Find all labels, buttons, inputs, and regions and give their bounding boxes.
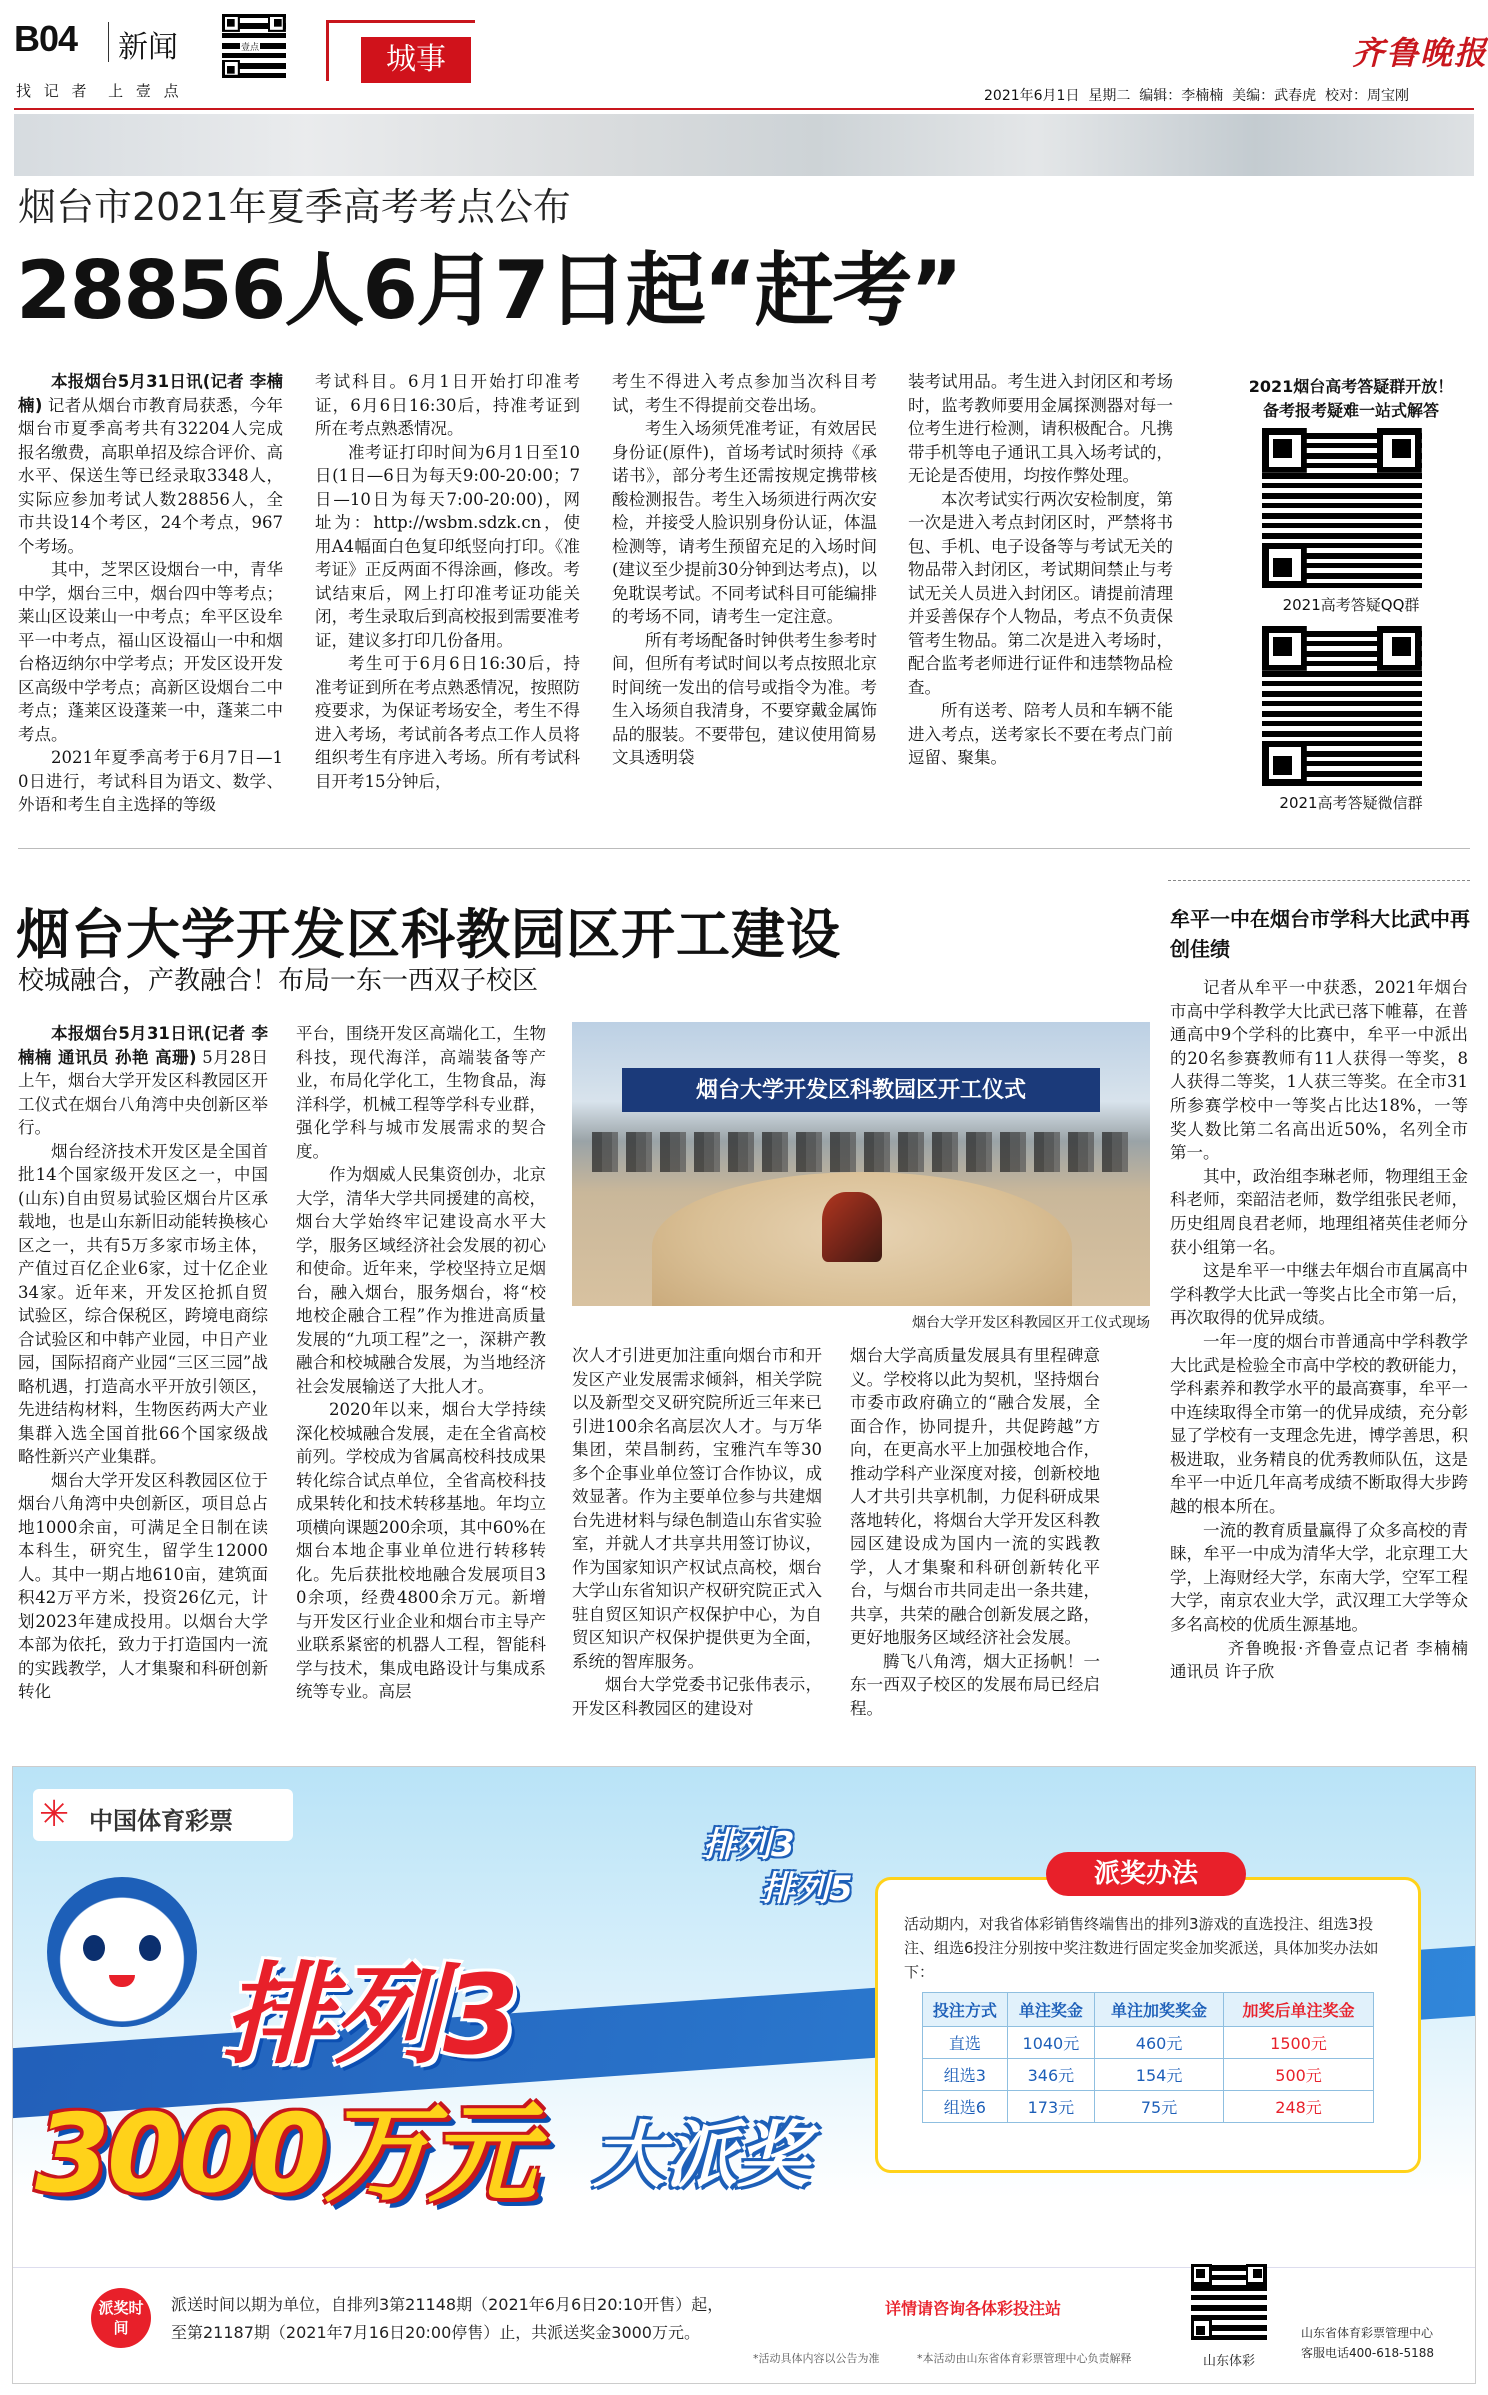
article1-column-1: 本报烟台5月31日讯(记者 李楠楠) 记者从烟台市教育局获悉，今年烟台市夏季高考共有32204人完成报名缴费，高职单招及综合评价、高水平、保送生等已经录取3348人，实际应参加考试人数28856人，全市共设14个考区，24个考点，967个考场。 其中，芝罘区设烟台一中，青华中学，烟台三中，烟台四中等考点；莱山区设莱山一中考点；牟平区设牟平一中考点，福山区设福山一中和烟台格迈纳尔中学考点；开发区设开发区高级中学考点；高新区设烟台二中考点；蓬莱区设蓬莱一中，蓬莱二中考点。 2021年夏季高考于6月7日—10日进行，考试科目为语文、数学、外语和考生自主选择的等级 [18, 372, 283, 814]
ceremony-banner: 烟台大学开发区科教园区开工仪式 [622, 1068, 1100, 1112]
table-row: 组选3 346元 154元 500元 [923, 2059, 1374, 2091]
article2-column-3: 次人才引进更加注重向烟台市和开发区产业发展需求倾斜，相关学院以及新型交叉研究院所近三年来已引进100余名高层次人才。与万华集团，荣昌制药，宝雅汽车等30多个企事业单位签订合作协议，成效显著。作为主要单位参与共建烟台先进材料与绿色制造山东省实验室，并就人才共享共用签订协议，作为国家知识产权试点高校，烟台大学山东省知识产权研究院正式入驻自贸区知识产权保护中心，为自贸区知识产权保护提供更为全面，系统的智库服务。 烟台大学党委书记张伟表示，开发区科教园区的建设对 [572, 1346, 822, 1718]
prize-method-title: 派奖办法 [1046, 1852, 1246, 1896]
masthead-logo: 齐鲁晚报 [1352, 34, 1488, 72]
photo-caption: 烟台大学开发区科教园区开工仪式现场 [912, 1315, 1150, 1331]
wechat-group-qr-label: 2021高考答疑微信群 [1279, 794, 1423, 812]
section-tab[interactable] [326, 20, 475, 81]
wechat-group-qr-code[interactable] [1262, 626, 1422, 786]
article3-title: 牟平一中在烟台市学科大比武中再创佳绩 [1170, 907, 1470, 961]
foundation-stone [822, 1192, 882, 1262]
prize-time-text-2: 至第21187期（2021年7月16日20:00停售）止，共派送奖金3000万元。 [171, 2323, 700, 2342]
article3-byline: 齐鲁晚报·齐鲁壹点记者 李楠楠 通讯员 许子欣 [1170, 1638, 1468, 1682]
qq-group-qr-code[interactable] [1262, 428, 1422, 588]
article2-headline: 烟台大学开发区科教园区开工建设 [16, 903, 841, 966]
lottery-ad[interactable] [12, 1766, 1476, 2384]
ad-badge-2: 排列5 [761, 1869, 853, 1909]
prize-table [922, 1992, 1374, 2123]
ad-qr-label: 山东体彩 [1202, 2354, 1255, 2369]
ceremony-photo [572, 1022, 1150, 1306]
prize-method-panel [875, 1859, 1421, 2173]
page-code: B04 [14, 18, 78, 59]
ad-bottom-bar [13, 2267, 1475, 2384]
article1-headline: 28856人6月7日起“赶考” [16, 244, 961, 337]
qq-group-qr-label: 2021高考答疑QQ群 [1282, 596, 1420, 614]
section-tab-label: 城事 [361, 37, 471, 83]
sidebar-qr-title-1: 2021烟台高考答疑群开放！ [1248, 377, 1454, 396]
ad-badge-1: 排列3 [703, 1825, 795, 1865]
prize-method-text: 活动期内，对我省体彩销售终端售出的排列3游戏的直选投注、组选3投注、组选6投注分别按中奖注数进行固定奖金加奖派送，具体加奖办法如下： [904, 1915, 1379, 1981]
header-info: 2021年6月1日 星期二 编辑：李楠楠 美编：武春虎 校对：周宝刚 [984, 88, 1410, 104]
ad-brand-name: 中国体育彩票 [89, 1807, 233, 1835]
ad-note-1: *活动具体内容以公告为准 [753, 2352, 880, 2365]
prize-table-header: 单注奖金 [1007, 1993, 1094, 2027]
section-name: 新闻 [118, 30, 178, 65]
article3-body: 记者从牟平一中获悉，2021年烟台市高中学科教学大比武已落下帷幕，在普通高中9个学科的比赛中，牟平一中派出的20名参赛教师有11人获得一等奖，8人获得二等奖，1人获三等奖。在全市31所参赛学校中一等奖占比达18%，一等奖人数比第二名高出近50%，名列全市第一。 其中，政治组李琳老师，物理组王金科老师，栾韶洁老师，数学组张民老师，历史组周良君老师，地理组褚英佳老师分获小组第一名。 这是牟平一中继去年烟台市直属高中学科教学大比武一等奖占比全市第一后，再次取得的优异成绩。 一年一度的烟台市普通高中学科教学大比武是检验全市高中学校的教研能力，学科素养和教学水平的最高赛事，牟平一中连续取得全市第一的优异成绩，充分彰显了学校有一支理念先进，博学善思，积极进取，业务精良的优秀教师队伍，这是牟平一中近几年高考成绩不断取得大步跨越的根本所在。 一流的教育质量赢得了众多高校的青睐，牟平一中成为清华大学，北京理工大学，上海财经大学，东南大学，空军工程大学，南京农业大学，武汉理工大学等众多名高校的优质生源基地。 齐鲁晚报·齐鲁壹点记者 李楠楠 通讯员 许子欣 [1170, 976, 1468, 1684]
article2-column-4: 烟台大学高质量发展具有里程碑意义。学校将以此为契机，坚持烟台市委市政府确立的“融合发展，全面合作，协同提升，共促跨越”方向，在更高水平上加强校地合作，推动学科产业深度对接，创新校地人才共引共享机制，力促科研成果落地转化，将烟台大学开发区科教园区建设成为国内一流的实践教学，人才集聚和科研创新转化平台，与烟台市共同走出一条共建，共享，共荣的融合创新发展之路，更好地服务区域经济社会发展。 腾飞八角湾，烟大正扬帆！一东一西双子校区的发展布局已经启程。 [850, 1346, 1100, 1718]
article1-lead: 本报烟台5月31日讯(记者 李楠楠) [18, 372, 283, 415]
prize-table-header: 单注加奖奖金 [1095, 1993, 1224, 2027]
panda-mascot [47, 1877, 197, 2027]
ad-qr-code[interactable] [1191, 2264, 1267, 2340]
prize-table-header: 加奖后单注奖金 [1224, 1993, 1374, 2027]
header-slogan: 找 记 者 上 壹 点 [16, 82, 183, 100]
prize-time-label: 派奖时间 [91, 2288, 151, 2348]
ad-brand-logo [33, 1789, 293, 1841]
header-qr-label: 壹点 [240, 40, 260, 53]
article1-kicker: 烟台市2021年夏季高考考点公布 [18, 185, 571, 229]
ad-big-prize: 大派奖 [593, 2113, 810, 2197]
table-row: 直选 1040元 460元 1500元 [923, 2027, 1374, 2059]
article1-column-2: 考试科目。6月1日开始打印准考证，6月6日16:30后，持准考证到所在考点熟悉情况。 准考证打印时间为6月1日至10日(1日—6日为每天9:00-20:00；7日—10日为每天7:00-20:00)，网址为：http://wsbm.sdzk.cn，使用A4幅面白色复印纸竖向打印。《准考证》正反两面不得涂画，修改。考试结束后，网上打印准考证功能关闭，考生录取后到高校报到需要准考证，建议多打印几份备用。 考生可于6月6日16:30后，持准考证到所在考点熟悉情况，按照防疫要求，为保证考场安全，考生不得进入考场，考试前各考点工作人员将组织考生有序进入考场。所有考试科目开考15分钟后， [315, 372, 580, 791]
header-photo-strip [14, 114, 1474, 176]
lottery-center-phone: 客服电话400-618-5188 [1301, 2346, 1435, 2360]
prize-time-text-1: 派送时间以期为单位，自排列3第21148期（2021年6月6日20:10开售）起， [171, 2295, 724, 2314]
consult-text: 详情请咨询各体彩投注站 [885, 2299, 1062, 2318]
prize-table-header: 投注方式 [923, 1993, 1008, 2027]
article2-lead: 本报烟台5月31日讯(记者 李楠楠 通讯员 孙艳 高珊) [18, 1024, 268, 1067]
table-row: 组选6 173元 75元 248元 [923, 2091, 1374, 2123]
article2-column-1: 本报烟台5月31日讯(记者 李楠楠 通讯员 孙艳 高珊) 5月28日上午，烟台大学开发区科教园区开工仪式在烟台八角湾中央创新区举行。 烟台经济技术开发区是全国首批14个国家级开发区之一，中国(山东)自由贸易试验区烟台片区承载地，也是山东新旧动能转换核心区之一，共有5万多家市场主体，产值过百亿企业6家，过十亿企业34家。近年来，开发区抢抓自贸试验区，综合保税区，跨境电商综合试验区和中韩产业园，中日产业园，国际招商产业园“三区三园”战略机遇，打造高水平开放引领区，先进结构材料，生物医药两大产业集群入选全国首批66个国家级战略性新兴产业集群。 烟台大学开发区科教园区位于烟台八角湾中央创新区，项目总占地1000余亩，可满足全日制在读本科生，研究生，留学生12000人。其中一期占地610亩，建筑面积42万平方米，投资26亿元，计划2023年建成投用。以烟台大学本部为依托，致力于打造国内一流的实践教学，人才集聚和科研创新转化 [18, 1024, 268, 1701]
lottery-center-name: 山东省体育彩票管理中心 [1301, 2326, 1434, 2340]
ad-note-2: *本活动由山东省体育彩票管理中心负责解释 [917, 2352, 1132, 2365]
lottery-star-icon: ✳ [39, 1794, 70, 1835]
ad-big-title: 排列3 [223, 1951, 520, 2079]
sidebar-qr-title-2: 备考报考疑难一站式解答 [1262, 401, 1439, 420]
article2-subhead: 校城融合，产教融合！布局一东一西双子校区 [18, 966, 539, 996]
article2-column-2: 平台，围绕开发区高端化工，生物科技，现代海洋，高端装备等产业，布局化学化工，生物食品，海洋科学，机械工程等学科专业群，强化学科与城市发展需求的契合度。 作为烟威人民集资创办，北京大学，清华大学共同援建的高校，烟台大学始终牢记建设高水平大学，服务区域经济社会发展的初心和使命。近年来，学校坚持立足烟台，融入烟台，服务烟台，将“校地校企融合工程”作为推进高质量发展的“九项工程”之一，深耕产教融合和校城融合发展，为当地经济社会发展输送了大批人才。 2020年以来，烟台大学持续深化校城融合发展，走在全省高校前列。学校成为省属高校科技成果转化综合试点单位，全省高校科技成果转化和技术转移基地。年均立项横向课题200余项，其中60%在烟台本地企事业单位进行转移转化。先后获批校地融合发展项目30余项，经费4800余万元。新增与开发区行业企业和烟台市主导产业联系紧密的机器人工程，智能科学与技术，集成电路设计与集成系统等专业。高层 [296, 1024, 546, 1701]
ad-big-amount: 3000万元 [35, 2092, 534, 2217]
article1-column-4: 装考试用品。考生进入封闭区和考场时，监考教师要用金属探测器对每一位考生进行检测，请积极配合。凡携带手机等电子通讯工具入场考试的，无论是否使用，均按作弊处理。 本次考试实行两次安检制度，第一次是进入考点封闭区时，严禁将书包、手机、电子设备等与考试无关的物品带入封闭区，考试期间禁止与考试无关人员进入封闭区。请提前清理并妥善保存个人物品，考点不负责保管考生物品。第二次是进入考场时，配合监考老师进行证件和违禁物品检查。 所有送考、陪考人员和车辆不能进入考点，送考家长不要在考点门前逗留、聚集。 [908, 372, 1173, 767]
article1-column-3: 考生不得进入考点参加当次科目考试，考生不得提前交卷出场。 考生入场须凭准考证，有效居民身份证(原件)，首场考试时须持《承诺书》，部分考生还需按规定携带核酸检测报告。考生入场须进行两次安检，并接受人脸识别身份认证，体温检测等，请考生预留充足的入场时间(建议至少提前30分钟到达考点)，以免耽误考试。不同考试科目可能编排的考场不同，请考生一定注意。 所有考场配备时钟供考生参考时间，但所有考试时间以考点按照北京时间统一发出的信号或指令为准。考生入场须自我清身，不要穿戴金属饰品的服装。不要带包，建议使用简易文具透明袋 [612, 372, 877, 767]
